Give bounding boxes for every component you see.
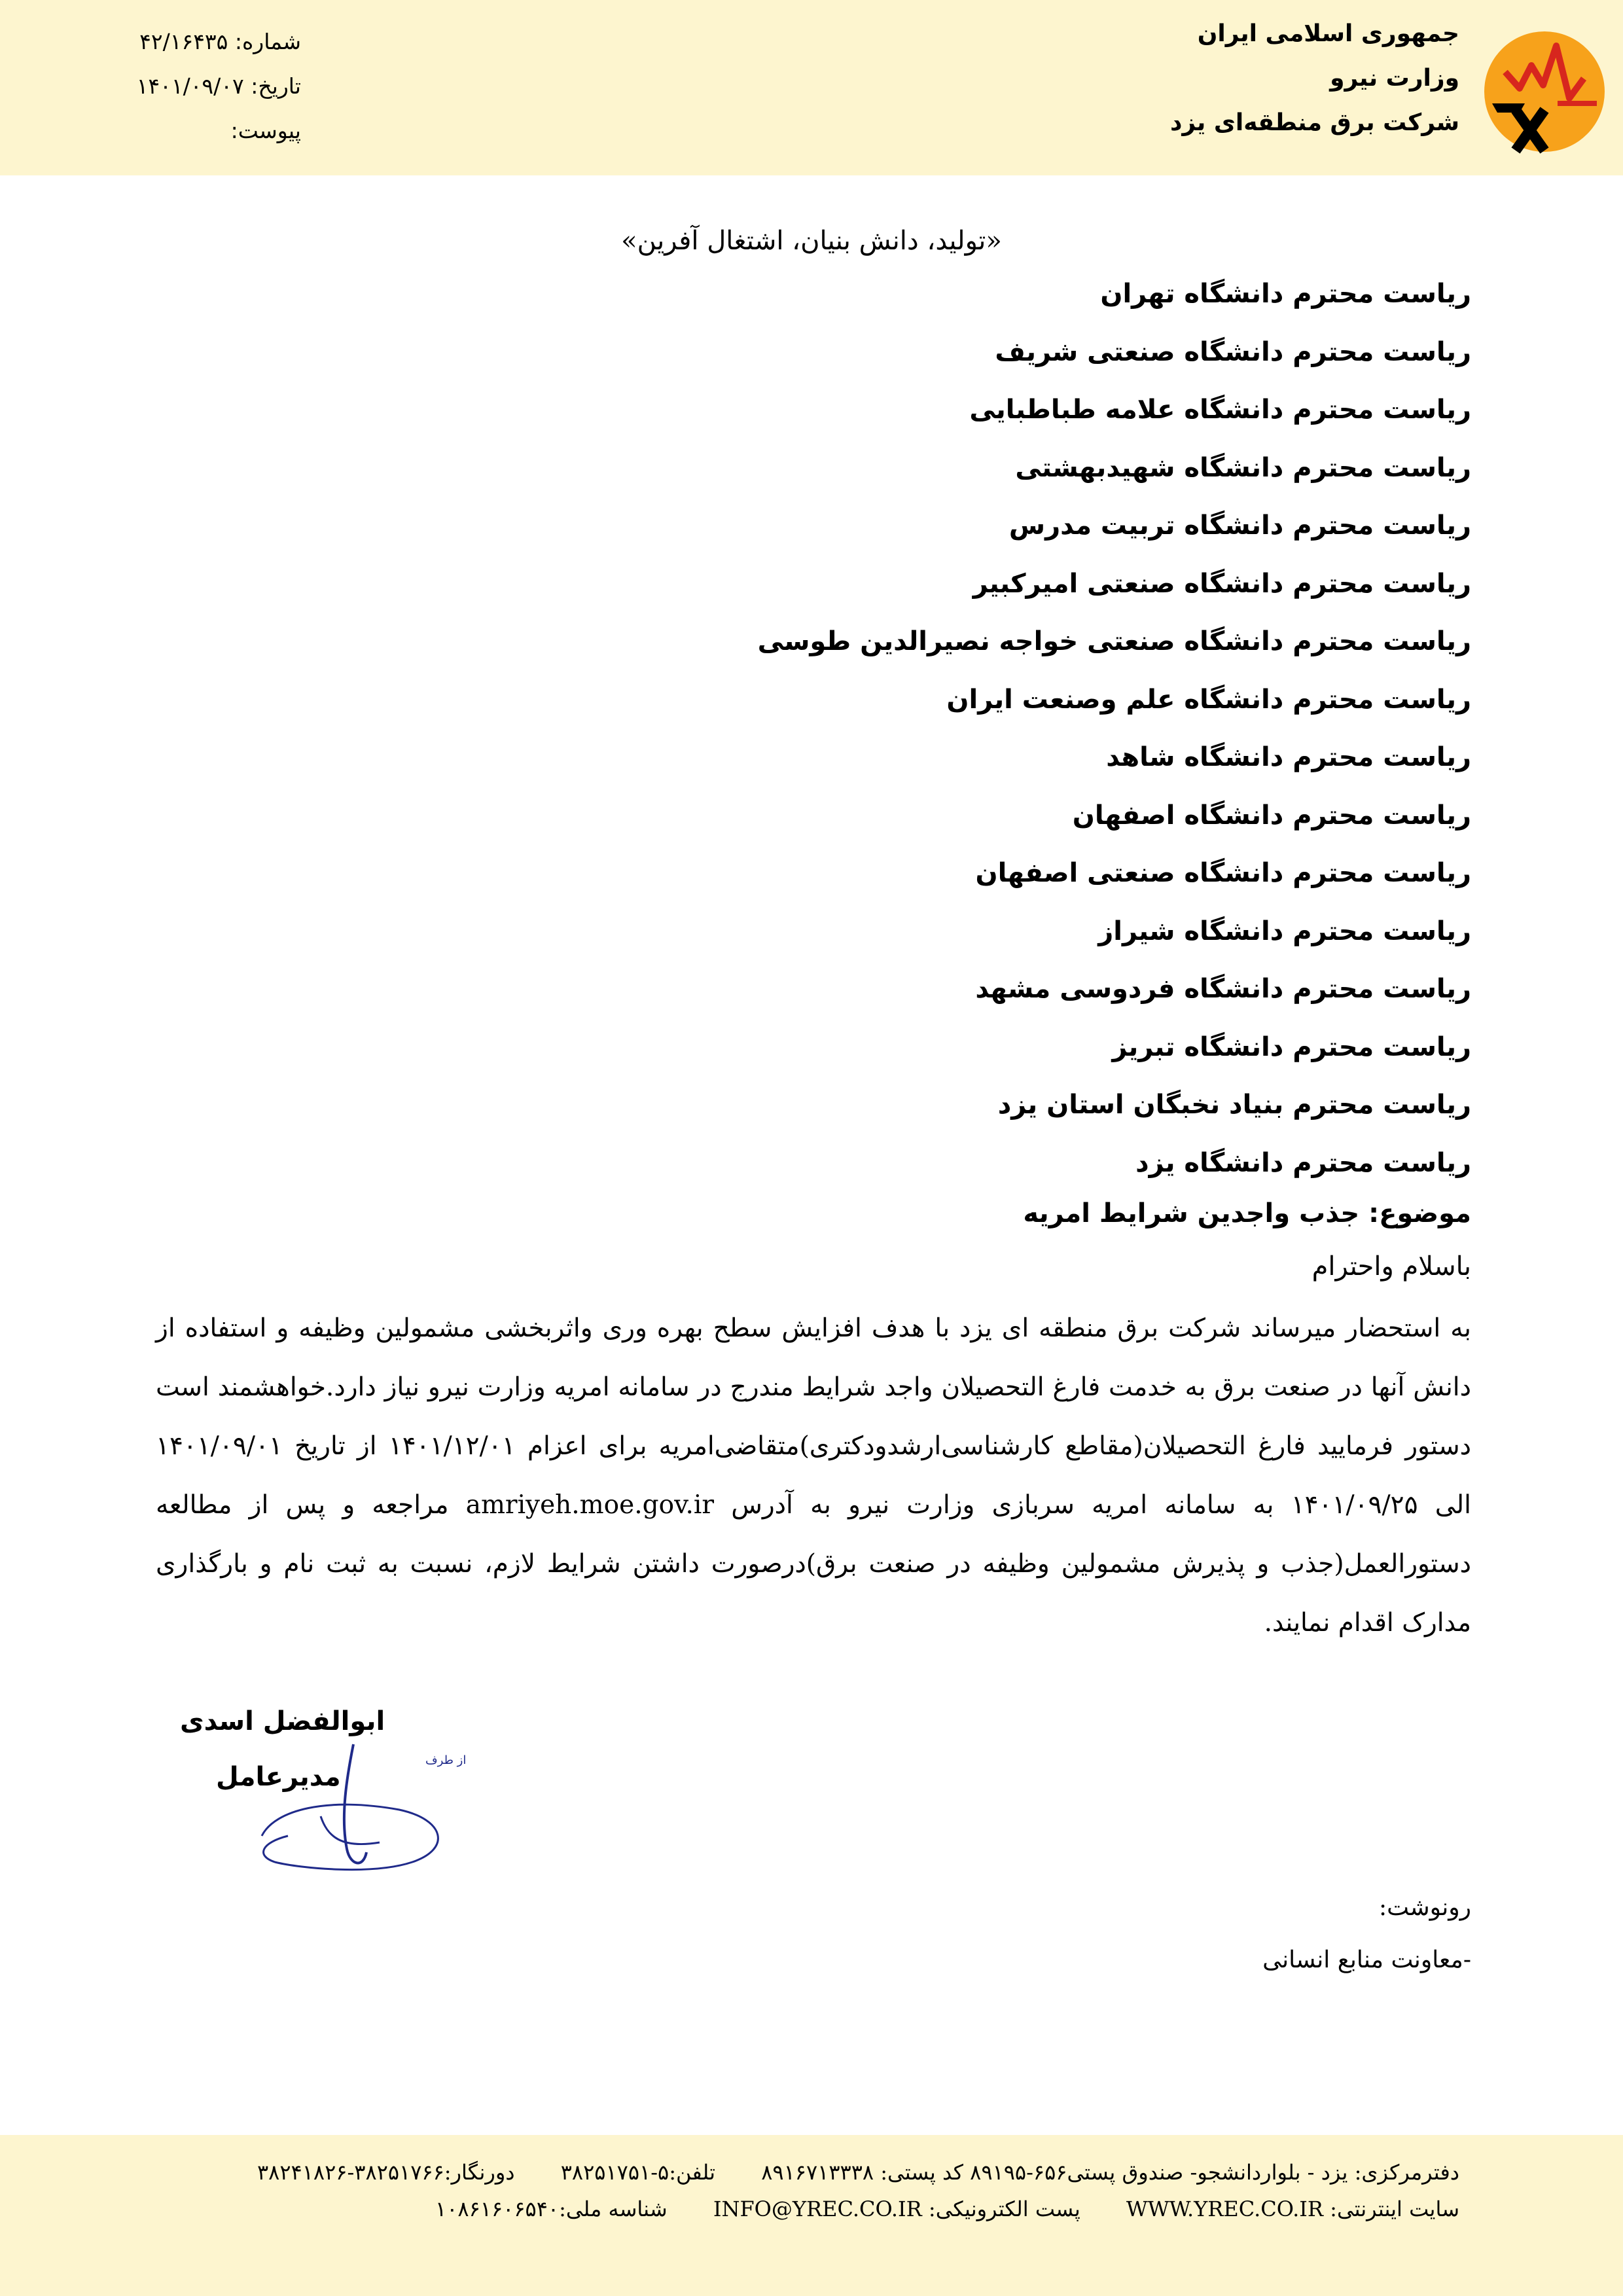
company-logo (1479, 26, 1610, 157)
motto: «تولید، دانش بنیان، اشتغال آفرین» (621, 226, 1002, 256)
footer-phone: تلفن:۵-۳۸۲۵۱۷۵۱ (560, 2160, 716, 2185)
body-paragraph: به استحضار میرساند شرکت برق منطقه ای یزد با هدف افزایش سطح بهره وری واثربخشی مشمولین وظیفه و استفاده از دانش آنها در صنعت برق به خدمت فارغ التحصیلان واجد شرایط مندرج در سامانه امریه وزارت نیرو نیاز دارد.خواهشمند است دستور فرمایید فارغ التحصیلان(مقاطع کارشناسی‌ارشدودکتری)متقاضی‌امریه برای اعزام ۱۴۰۱/۱۲/۰۱ از تاریخ ۱۴۰۱/۰۹/۰۱ الی ۱۴۰۱/۰۹/۲۵ به سامانه امریه سربازی وزارت نیرو به آدرس amriyeh.moe.gov.ir مراجعه و پس از مطالعه دستورالعمل(جذب و پذیرش مشمولین وظیفه در صنعت برق)درصورت داشتن شرایط لازم، نسبت به ثبت نام و بارگذاری مدارک اقدام نمایند. (156, 1314, 1472, 1638)
footer-website[interactable]: سایت اینترنتی: WWW.YREC.CO.IR (1126, 2197, 1459, 2221)
recipient: ریاست محترم دانشگاه صنعتی خواجه نصیرالدین طوسی (757, 626, 1471, 656)
recipient: ریاست محترم دانشگاه شیراز (1098, 916, 1471, 946)
recipient: ریاست محترم بنیاد نخبگان استان یزد (997, 1090, 1471, 1120)
recipient-list (758, 265, 1471, 1192)
footer-line-2 (396, 2197, 1459, 2221)
org-line-3: شرکت برق منطقه‌ای یزد (1169, 109, 1459, 136)
recipient: ریاست محترم دانشگاه یزد (1135, 1147, 1471, 1178)
greeting: باسلام واحترام (1311, 1251, 1471, 1282)
footer-national-id: شناسه ملی:۱۰۸۶۱۶۰۶۵۴۰ (435, 2197, 668, 2221)
cc-item: -معاونت منابع انسانی (1262, 1946, 1471, 1973)
recipient: ریاست محترم دانشگاه علم وصنعت ایران (946, 684, 1471, 715)
signer-title: مدیرعامل (216, 1762, 341, 1792)
recipient: ریاست محترم دانشگاه اصفهان (1072, 800, 1471, 831)
cc-label: رونوشت: (1378, 1894, 1471, 1921)
recipient: ریاست محترم دانشگاه صنعتی اصفهان (975, 858, 1471, 888)
recipient: ریاست محترم دانشگاه شاهد (1106, 742, 1471, 772)
cc-block (1262, 1882, 1471, 1986)
signer-name: ابوالفضل اسدی (180, 1706, 385, 1736)
footer-fax: دورنگار:۳۸۲۵۱۷۶۶-۳۸۲۴۱۸۲۶ (257, 2160, 515, 2185)
letter-body (156, 1299, 1471, 1653)
letter-number: شماره: ۴۲/۱۶۴۳۵ (139, 29, 301, 54)
letter-date: تاریخ: ۱۴۰۱/۰۹/۰۷ (136, 73, 301, 99)
org-line-2: وزارت نیرو (1330, 65, 1459, 92)
recipient: ریاست محترم دانشگاه علامه طباطبایی (969, 395, 1471, 425)
footer-address: دفترمرکزی: یزد - بلواردانشجو- صندوق پستی۶۵۶-۸۹۱۹۵ کد پستی: ۸۹۱۶۷۱۳۳۳۸ (761, 2160, 1459, 2185)
footer-email[interactable]: پست الکترونیکی: INFO@YREC.CO.IR (713, 2197, 1080, 2221)
recipient: ریاست محترم دانشگاه تربیت مدرس (1008, 511, 1471, 541)
on-behalf-text: از طرف (425, 1753, 467, 1767)
recipient: ریاست محترم دانشگاه تهران (1100, 279, 1471, 309)
letter-subject: موضوع: جذب واجدین شرایط امریه (1023, 1198, 1471, 1229)
organization-header (1170, 12, 1459, 145)
recipient: ریاست محترم دانشگاه فردوسی مشهد (975, 974, 1471, 1004)
recipient: ریاست محترم دانشگاه صنعتی امیرکبیر (972, 568, 1471, 599)
recipient: ریاست محترم دانشگاه صنعتی شریف (995, 336, 1471, 367)
recipient: ریاست محترم دانشگاه تبریز (1112, 1031, 1471, 1062)
letter-meta (79, 20, 301, 153)
footer-line-1 (218, 2160, 1459, 2185)
letter-attachment: پیوست: (230, 118, 301, 143)
handwritten-signature (249, 1738, 471, 1888)
org-line-1: جمهوری اسلامی ایران (1197, 20, 1459, 47)
recipient: ریاست محترم دانشگاه شهیدبهشتی (1015, 452, 1471, 483)
